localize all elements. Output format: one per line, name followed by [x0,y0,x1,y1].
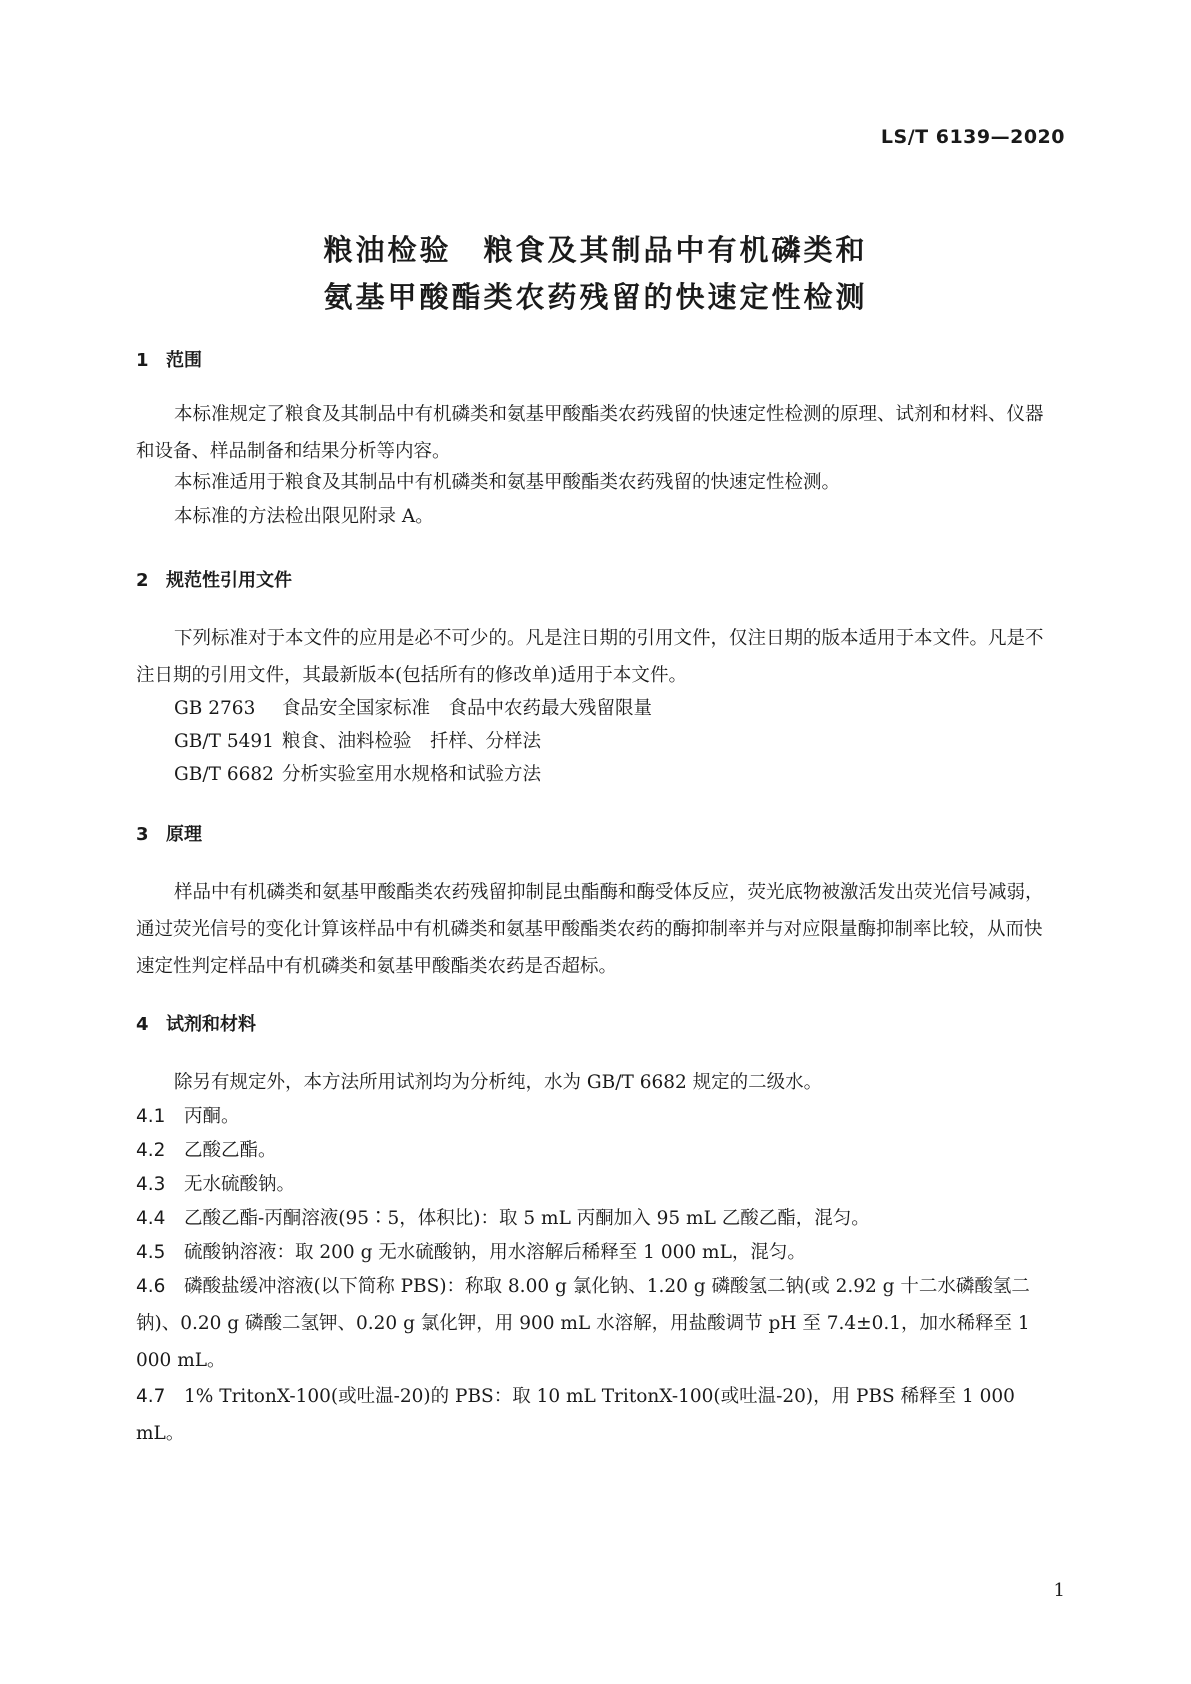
item-text: 硫酸钠溶液：取 200 g 无水硫酸钠，用水溶解后稀释至 1 000 mL，混匀。 [184,1242,806,1263]
section-number: 4 [136,1014,149,1035]
reference-code: GB 2763 [174,698,256,719]
section-3-heading [136,820,202,846]
section-1-heading [136,346,202,372]
section-number: 3 [136,824,149,845]
item-text: 磷酸盐缓冲溶液(以下简称 PBS)：称取 8.00 g 氯化钠、1.20 g 磷酸氢二钠(或 2.92 g 十二水磷酸氢二钠)、0.20 g 磷酸二氢钾、0.20 g 氯化钾，用 900 mL 水溶解，用盐酸调节 pH 至 7.4±0.1，加水稀释至 1 000 mL。 [136,1276,1030,1371]
list-item [136,1378,1056,1452]
section-title: 试剂和材料 [166,1014,256,1035]
section-1-paragraph-2: 本标准适用于粮食及其制品中有机磷类和氨基甲酸酯类农药残留的快速定性检测。 [174,472,841,493]
item-number: 4.2 [136,1140,166,1161]
reference-code: GB/T 6682 [174,764,274,785]
section-title: 规范性引用文件 [166,570,292,591]
section-title: 范围 [166,350,202,371]
list-item [136,1268,1056,1379]
item-number: 4.1 [136,1106,166,1127]
item-text: 乙酸乙酯-丙酮溶液(95∶5，体积比)：取 5 mL 丙酮加入 95 mL 乙酸乙酯，混匀。 [184,1208,870,1229]
page-number: 1 [1053,1580,1065,1601]
list-item [136,1234,1056,1271]
reference-title: 食品安全国家标准 食品中农药最大残留限量 [282,698,653,719]
item-number: 4.4 [136,1208,166,1229]
list-item [136,1098,1056,1135]
item-text: 无水硫酸钠。 [184,1174,296,1195]
section-number: 2 [136,570,149,591]
item-number: 4.6 [136,1276,166,1297]
item-text: 丙酮。 [184,1106,240,1127]
section-2-heading [136,566,292,592]
title-line-2: 氨基甲酸酯类农药残留的快速定性检测 [323,280,868,314]
section-1-paragraph-1: 本标准规定了粮食及其制品中有机磷类和氨基甲酸酯类农药残留的快速定性检测的原理、试剂和材料、仪器和设备、样品制备和结果分析等内容。 [136,404,1044,462]
reference-item [174,760,541,786]
section-number: 1 [136,350,149,371]
section-2-paragraph-1: 下列标准对于本文件的应用是必不可少的。凡是注日期的引用文件，仅注日期的版本适用于本文件。凡是不注日期的引用文件，其最新版本(包括所有的修改单)适用于本文件。 [136,628,1044,686]
section-title: 原理 [166,824,202,845]
item-number: 4.5 [136,1242,166,1263]
title-line-1: 粮油检验 粮食及其制品中有机磷类和 [323,233,868,267]
item-number: 4.7 [136,1386,166,1407]
reference-item [174,727,541,753]
reference-title: 粮食、油料检验 扦样、分样法 [282,731,542,752]
reference-code: GB/T 5491 [174,731,274,752]
section-1-paragraph-3: 本标准的方法检出限见附录 A。 [174,506,434,527]
section-3-paragraph-1: 样品中有机磷类和氨基甲酸酯类农药残留抑制昆虫酯酶和酶受体反应，荧光底物被激活发出荧光信号减弱，通过荧光信号的变化计算该样品中有机磷类和氨基甲酸酯类农药的酶抑制率并与对应限量酶抑制率比较，从而快速定性判定样品中有机磷类和氨基甲酸酯类农药是否超标。 [136,882,1044,977]
list-item [136,1200,1056,1237]
item-number: 4.3 [136,1174,166,1195]
list-item [136,1132,1056,1169]
section-4-intro: 除另有规定外，本方法所用试剂均为分析纯，水为 GB/T 6682 规定的二级水。 [174,1072,823,1093]
list-item [136,1166,1056,1203]
item-text: 乙酸乙酯。 [184,1140,277,1161]
reference-title: 分析实验室用水规格和试验方法 [282,764,542,785]
standard-code: LS/T 6139—2020 [880,126,1065,148]
reference-item [174,694,652,720]
section-4-heading [136,1010,256,1036]
item-text: 1% TritonX-100(或吐温-20)的 PBS：取 10 mL TritonX-100(或吐温-20)，用 PBS 稀释至 1 000 mL。 [136,1386,1015,1444]
